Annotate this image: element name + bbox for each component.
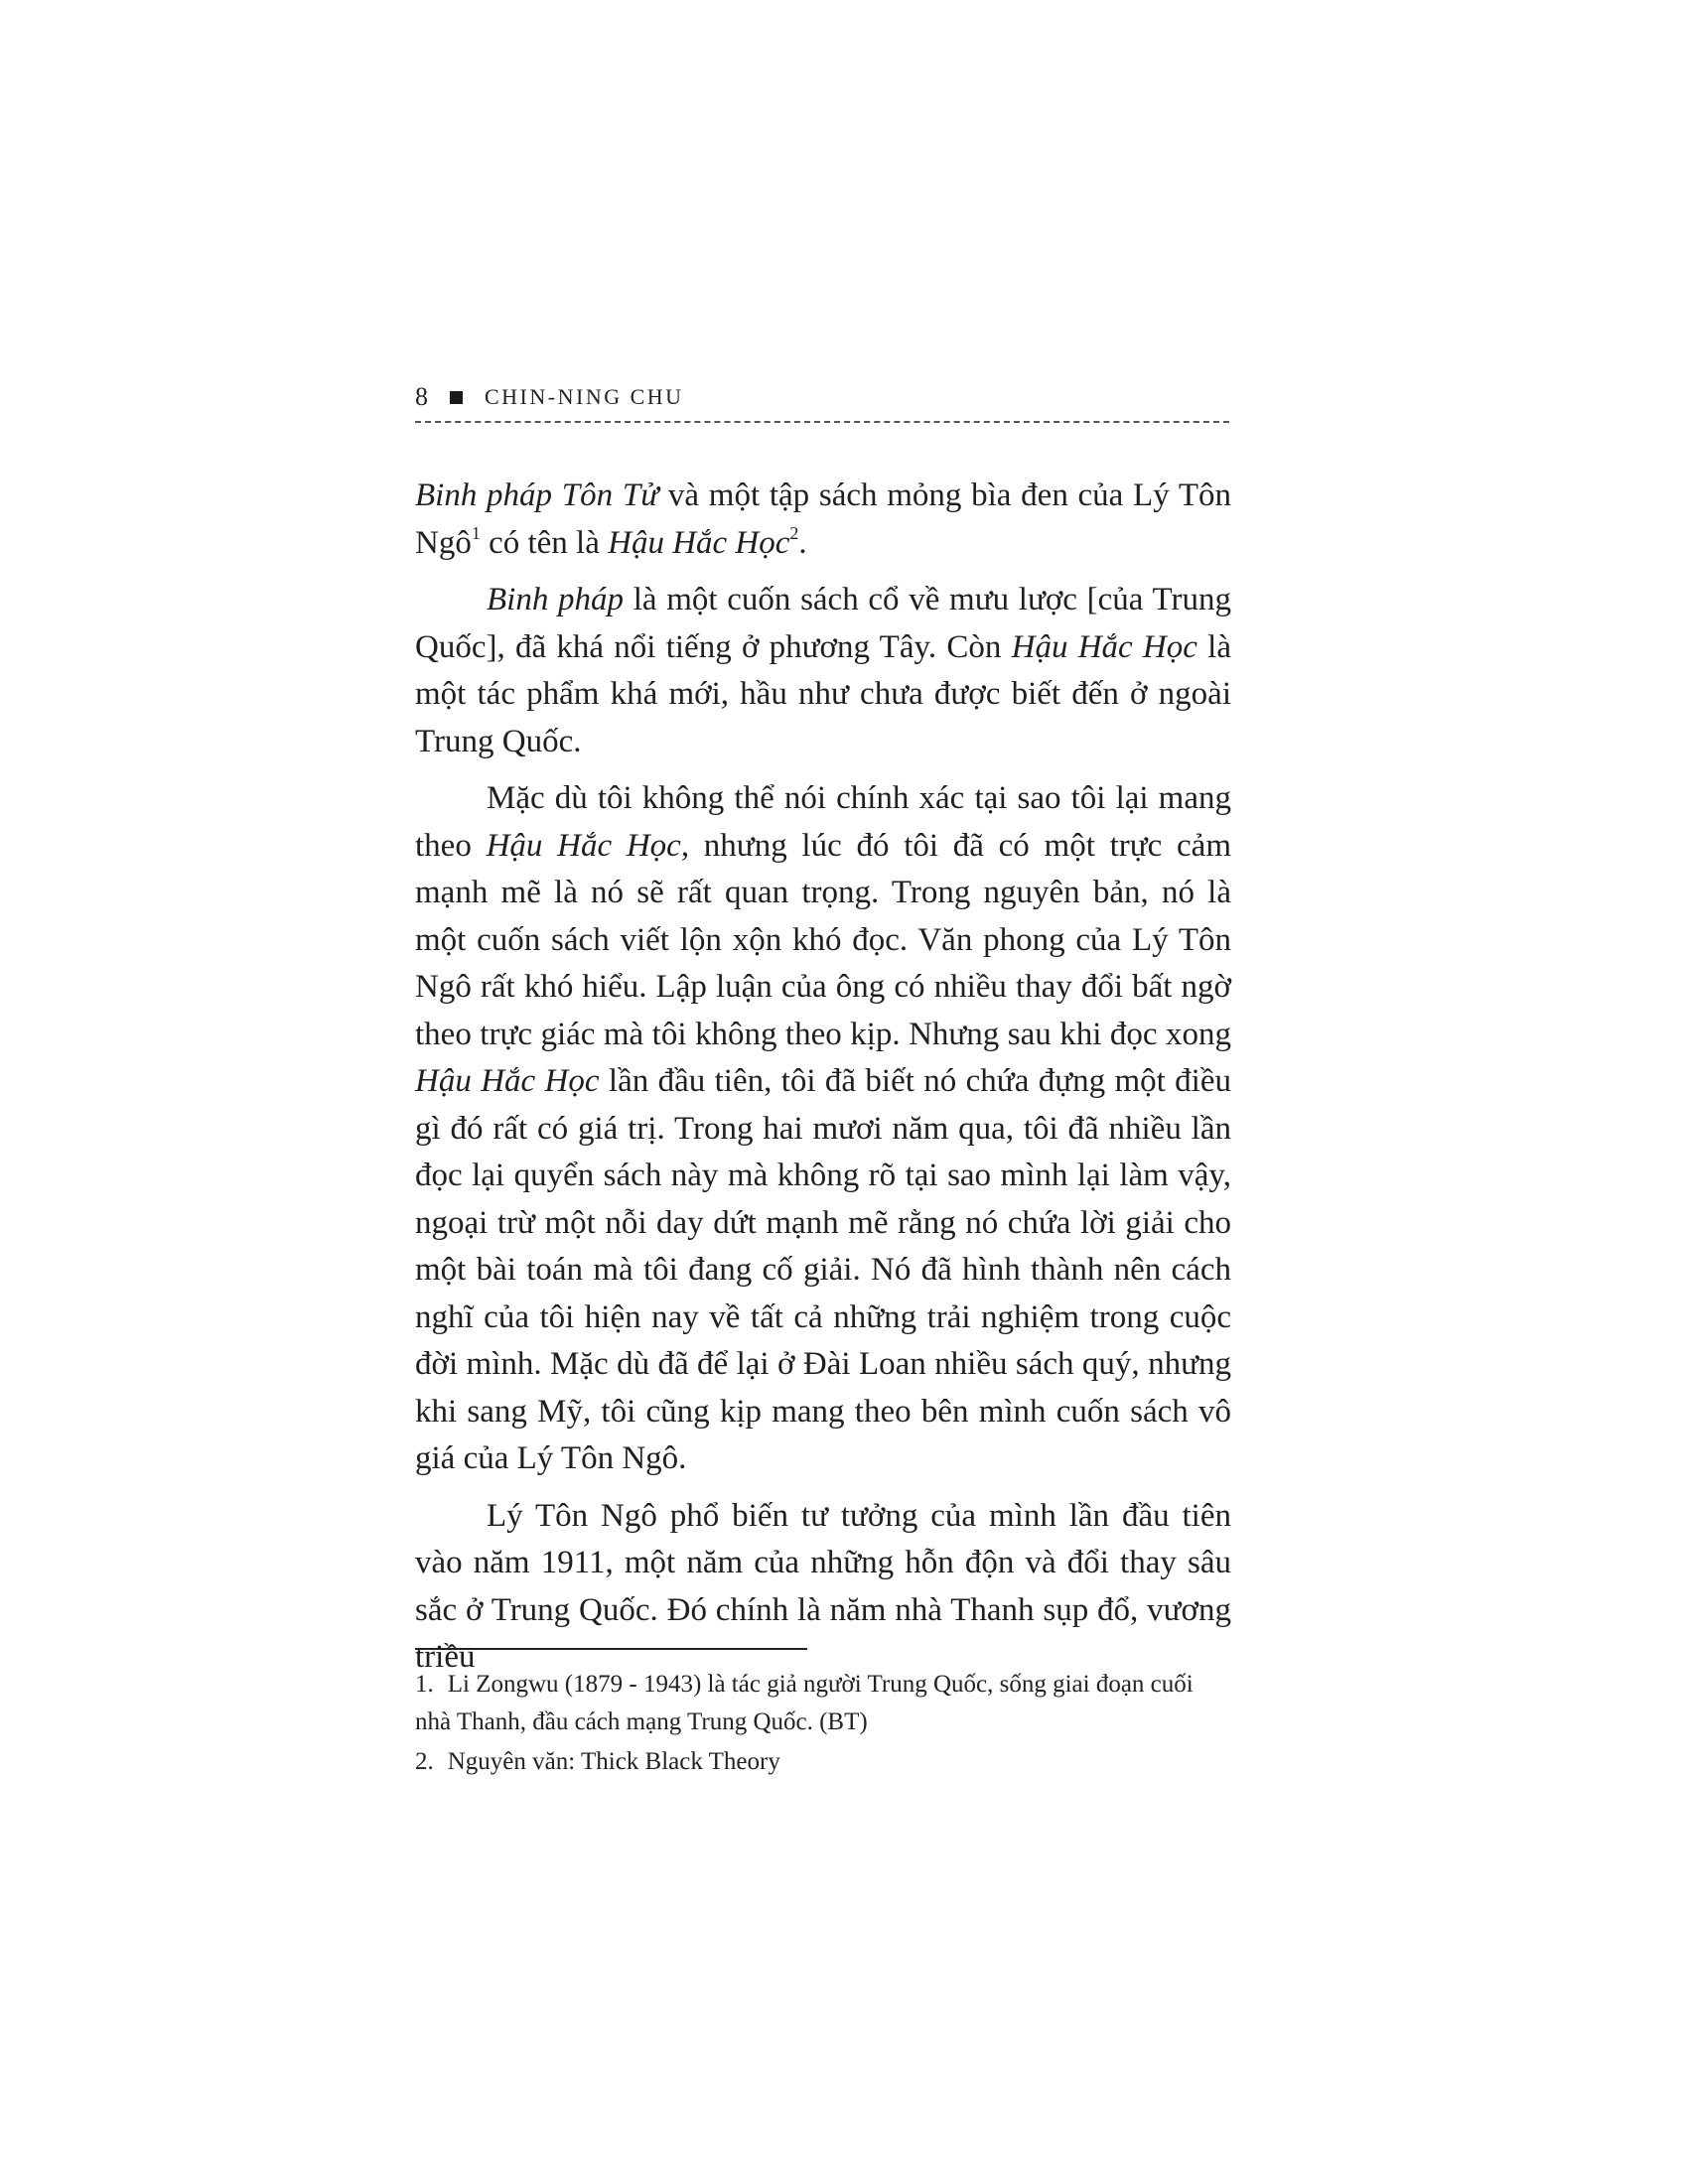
footnote-text: Nguyên văn: Thick Black Theory (447, 1748, 780, 1775)
page-number: 8 (415, 382, 428, 411)
footnotes (415, 1666, 1231, 1783)
italic-title: Binh pháp (487, 582, 625, 617)
footnote-2 (415, 1743, 1231, 1781)
paragraph-2 (415, 577, 1231, 765)
italic-title: Binh pháp Tôn Tử (415, 478, 659, 513)
text-run: và một tập sách mỏng bìa đen của Lý Tôn Ngô (415, 478, 1231, 561)
main-text (415, 473, 1231, 1692)
text-run: là một cuốn sách cổ về mưu lược [của Trung Quốc], đã khá nổi tiếng ở phương Tây. Còn (415, 582, 1231, 665)
text-run: Mặc dù tôi không thể nói chính xác tại sao tôi lại mang theo (415, 780, 1231, 864)
text-run: là một tác phẩm khá mới, hầu như chưa được biết đến ở ngoài Trung Quốc. (415, 628, 1231, 759)
square-bullet-icon (450, 391, 463, 404)
text-run: Lý Tôn Ngô phổ biến tư tưởng của mình lần đầu tiên vào năm 1911, một năm của những hỗn độn và đổi thay sâu sắc ở Trung Quốc. Đó chính là năm nhà Thanh sụp đổ, vương triều (415, 1497, 1231, 1675)
footnote-1 (415, 1666, 1231, 1741)
footnote-ref-2: 2 (789, 522, 799, 543)
text-run: có tên là (480, 524, 609, 561)
text-run: , nhưng lúc đó tôi đã có một trực cảm mạnh mẽ là nó sẽ rất quan trọng. Trong nguyên bản, nó là một cuốn sách viết lộn xộn khó đọc. Văn phong của Lý Tôn Ngô rất khó hiểu. Lập luận của ông có nhiều thay đổi bất ngờ theo trực giác mà tôi không theo kịp. Nhưng sau khi đọc xong (415, 827, 1231, 1052)
footnote-separator (415, 1648, 807, 1650)
header-author: CHIN-NING CHU (485, 384, 684, 409)
running-header (415, 377, 1229, 417)
italic-title: Hậu Hắc Học (415, 1063, 600, 1099)
footnote-text: Li Zongwu (1879 - 1943) là tác giả người Trung Quốc, sống giai đoạn cuối nhà Thanh, đầu cách mạng Trung Quốc. (BT) (415, 1671, 1194, 1735)
paragraph-1 (415, 473, 1231, 567)
paragraph-3 (415, 775, 1231, 1483)
italic-title: Hậu Hắc Học (1011, 628, 1197, 665)
italic-title: Hậu Hắc Học (486, 827, 681, 864)
paragraph-4 (415, 1493, 1231, 1682)
header-dashed-rule (415, 421, 1229, 423)
italic-title: Hậu Hắc Học (608, 524, 790, 561)
footnote-number: 1. (415, 1671, 434, 1698)
text-run: lần đầu tiên, tôi đã biết nó chứa đựng một điều gì đó rất có giá trị. Trong hai mươi năm qua, tôi đã nhiều lần đọc lại quyển sách này mà không rõ tại sao mình lại làm vậy, ngoại trừ một nỗi day dứt mạnh mẽ rằng nó chứa lời giải cho một bài toán mà tôi đang cố giải. Nó đã hình thành nên cách nghĩ của tôi hiện nay về tất cả những trải nghiệm trong cuộc đời mình. Mặc dù đã để lại ở Đài Loan nhiều sách quý, nhưng khi sang Mỹ, tôi cũng kịp mang theo bên mình cuốn sách vô giá của Lý Tôn Ngô. (415, 1063, 1231, 1476)
text-run: . (798, 524, 807, 561)
footnote-number: 2. (415, 1748, 434, 1775)
footnote-ref-1: 1 (471, 522, 481, 543)
